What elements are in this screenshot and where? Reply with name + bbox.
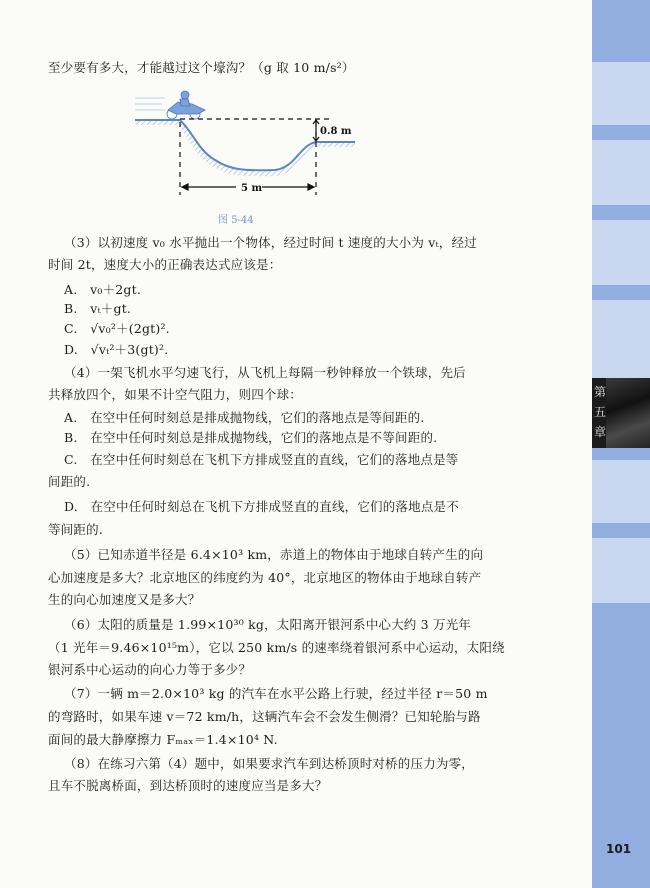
text-line: 至少要有多大，才能越过这个壕沟？（g 取 10 m/s²） [48,60,355,75]
text-line: 面间的最大静摩擦力 Fₘₐₓ＝1.4×10⁴ N. [48,732,278,747]
question-7: （7）一辆 m＝2.0×10³ kg 的汽车在水平公路上行驶，经过半径 r＝50 m [64,686,488,701]
text-line: 且车不脱离桥面，到达桥顶时的速度应当是多大？ [48,778,328,793]
page-number: 101 [606,842,632,856]
option-b: B. vₜ＋gt. [64,301,132,316]
question-3: （3）以初速度 v₀ 水平抛出一个物体，经过时间 t 速度的大小为 vₜ，经过 [64,235,477,250]
option-d: D. √vₜ²＋3(gt)². [64,342,169,357]
text-line: 的弯路时，如果车速 v＝72 km/h，这辆汽车会不会发生侧滑？已知轮胎与路 [48,709,481,724]
question-6: （6）太阳的质量是 1.99×10³⁰ kg，太阳离开银河系中心大约 3 万光年 [64,617,472,632]
text-line: 心加速度是多大？北京地区的纬度约为 40°，北京地区的物体由于地球自转产 [48,570,482,585]
text-line: 间距的. [48,474,91,489]
height-label: 0.8 m [320,126,352,137]
figure-caption: 图 5-44 [218,215,254,226]
width-label: 5 m [241,183,263,194]
text-line: 等间距的. [48,522,103,537]
option-a: A. 在空中任何时刻总是排成抛物线，它们的落地点是等间距的. [64,410,425,425]
option-b: B. 在空中任何时刻总是排成抛物线，它们的落地点是不等间距的. [64,430,438,445]
option-a: A. v₀＋2gt. [64,282,142,297]
option-c: C. 在空中任何时刻总在飞机下方排成竖直的直线，它们的落地点是等 [64,452,459,467]
text-line: （1 光年＝9.46×10¹⁵m），它以 250 km/s 的速率绕着银河系中心运动，太阳绕 [48,640,505,655]
motorcycle-rider-icon [135,91,205,119]
question-4: （4）一架飞机水平匀速飞行，从飞机上每隔一秒钟释放一个铁球，先后 [64,365,466,380]
option-c: C. √v₀²＋(2gt)². [64,321,170,336]
chapter-label: 第五章 [594,385,607,439]
option-d: D. 在空中任何时刻总在飞机下方排成竖直的直线，它们的落地点是不 [64,499,459,514]
text-line: 时间 2t，速度大小的正确表达式应该是： [48,257,282,272]
text-line: 生的向心加速度又是多大？ [48,592,201,607]
text-line: 银河系中心运动的向心力等于多少？ [48,662,252,677]
question-8: （8）在练习六第（4）题中，如果要求汽车到达桥顶时对桥的压力为零， [64,756,475,771]
question-5: （5）已知赤道半径是 6.4×10³ km，赤道上的物体由于地球自转产生的向 [64,547,484,562]
text-line: 共释放四个，如果不计空气阻力，则四个球： [48,387,303,402]
